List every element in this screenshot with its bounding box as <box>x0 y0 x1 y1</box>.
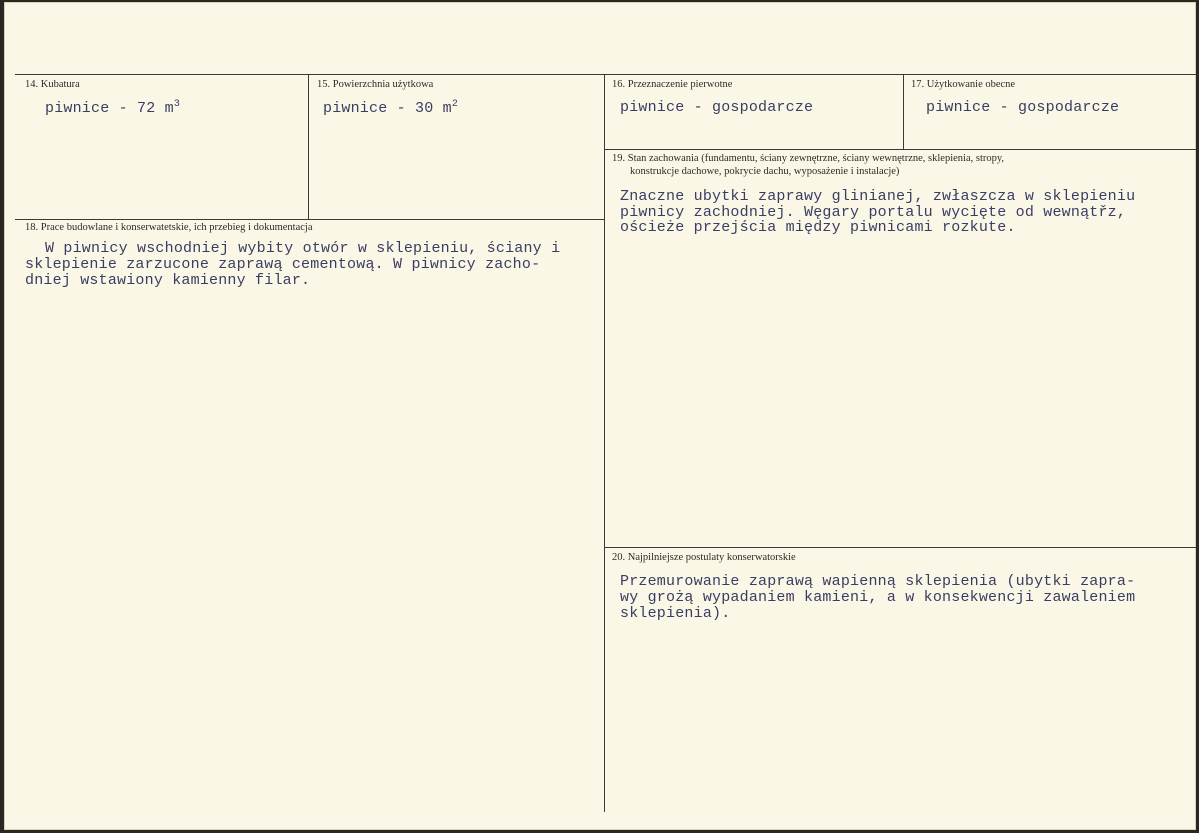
field-19-line-3: ościeże przejścia między piwnicami rozkute. <box>620 219 1016 236</box>
field-20-line-3: sklepienia). <box>620 605 731 622</box>
field-20-line-2: wy grożą wypadaniem kamieni, a w konsekwencji zawaleniem <box>620 589 1136 606</box>
field-18-line-1: W piwnicy wschodniej wybity otwór w sklepieniu, ściany i <box>45 240 561 257</box>
field-20-label: 20. Najpilniejsze postulaty konserwatorskie <box>612 552 796 563</box>
field-19-label-line-1: 19. Stan zachowania (fundamentu, ściany zewnętrzne, ściany wewnętrzne, sklepienia, stropy, <box>612 153 1005 164</box>
field-18-line-3: dniej wstawiony kamienny filar. <box>25 272 311 289</box>
field-20-line-1: Przemurowanie zaprawą wapienną sklepienia (ubytki zapra- <box>620 573 1136 590</box>
rule-above-20 <box>604 547 1197 548</box>
field-16-value: piwnice - gospodarcze <box>620 99 814 116</box>
field-17-value: piwnice - gospodarcze <box>926 99 1120 116</box>
field-14-value <box>45 101 180 116</box>
divider-14-15 <box>308 74 309 219</box>
field-15-exponent: 2 <box>451 99 459 110</box>
field-17-label: 17. Użytkowanie obecne <box>911 79 1016 90</box>
field-15-value <box>323 101 458 116</box>
center-divider <box>604 74 605 812</box>
top-rule <box>15 74 1197 75</box>
field-15-label: 15. Powierzchnia użytkowa <box>317 79 434 90</box>
field-14-label: 14. Kubatura <box>25 79 80 90</box>
field-14-text: piwnice - 72 m <box>45 100 174 117</box>
field-15-text: piwnice - 30 m <box>323 100 452 117</box>
field-19-line-1: Znaczne ubytki zaprawy glinianej, zwłaszcza w sklepieniu <box>620 188 1136 205</box>
divider-16-17 <box>903 74 904 149</box>
field-19-label-line-2: konstrukcje dachowe, pokrycie dachu, wyposażenie i instalacje) <box>630 166 900 177</box>
field-14-exponent: 3 <box>173 99 181 110</box>
field-18-label: 18. Prace budowlane i konserwatetskie, ich przebieg i dokumentacja <box>25 222 313 233</box>
field-16-label: 16. Przeznaczenie pierwotne <box>612 79 733 90</box>
form-sheet <box>4 2 1196 830</box>
rule-above-19 <box>604 149 1197 150</box>
field-18-line-2: sklepienie zarzucone zaprawą cementową. W piwnicy zacho- <box>25 256 541 273</box>
field-19-line-2: piwnicy zachodniej. Węgary portalu wycięte od wewnątřz, <box>620 204 1127 221</box>
rule-above-18 <box>15 219 604 220</box>
